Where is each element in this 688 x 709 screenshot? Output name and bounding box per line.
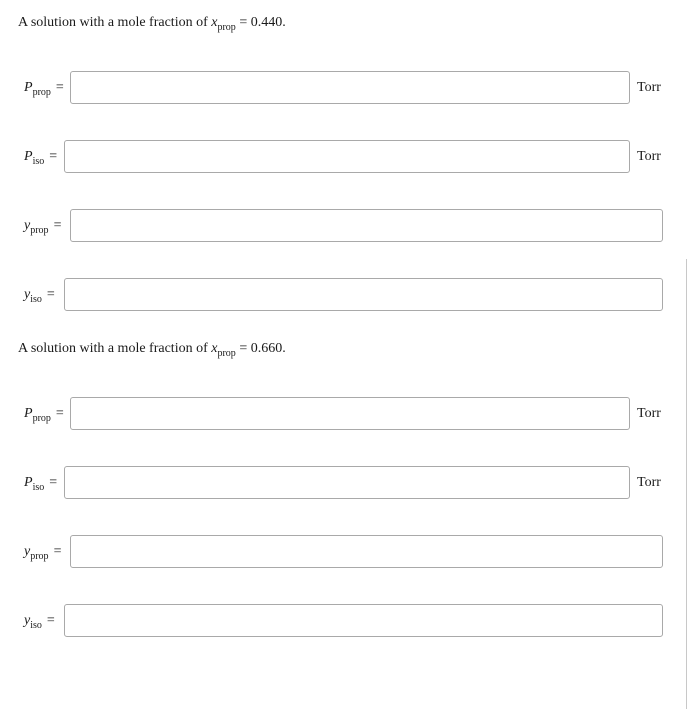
y-iso-input[interactable] [64,604,663,637]
torr-unit-label: Torr [637,80,661,95]
p-iso-label: $P_{iso}$ = [24,475,58,493]
equals-sign: = [239,341,248,356]
y-prop-label: $y_{prop}$ = [24,544,62,562]
torr-unit-label: Torr [637,475,661,490]
p-iso-label: $P_{iso}$ = [24,149,58,167]
p-prop-input[interactable] [70,397,630,430]
problem-prefix: A solution with a mole fraction of [18,341,208,356]
p-prop-label: $P_{prop}$ = [24,406,64,424]
mole-fraction-symbol: $x_{prop}$ [211,15,236,33]
y-prop-input[interactable] [70,209,663,242]
y-iso-input[interactable] [64,278,663,311]
problem-statement-1 [18,14,286,32]
y-prop-input[interactable] [70,535,663,568]
equals-sign: = [239,15,248,30]
p-iso-input[interactable] [64,140,630,173]
mole-fraction-value: 0.660. [250,341,286,356]
mole-fraction-symbol: $x_{prop}$ [211,341,236,359]
torr-unit-label: Torr [637,149,661,164]
p-prop-input[interactable] [70,71,630,104]
p-iso-input[interactable] [64,466,630,499]
mole-fraction-value: 0.440. [250,15,286,30]
y-prop-label: $y_{prop}$ = [24,218,62,236]
y-iso-label: $y_{iso}$ = [24,613,55,631]
problem-prefix: A solution with a mole fraction of [18,15,208,30]
y-iso-label: $y_{iso}$ = [24,287,55,305]
torr-unit-label: Torr [637,406,661,421]
problem-statement-2 [18,340,286,358]
p-prop-label: $P_{prop}$ = [24,80,64,98]
scrollbar-edge [686,259,687,709]
